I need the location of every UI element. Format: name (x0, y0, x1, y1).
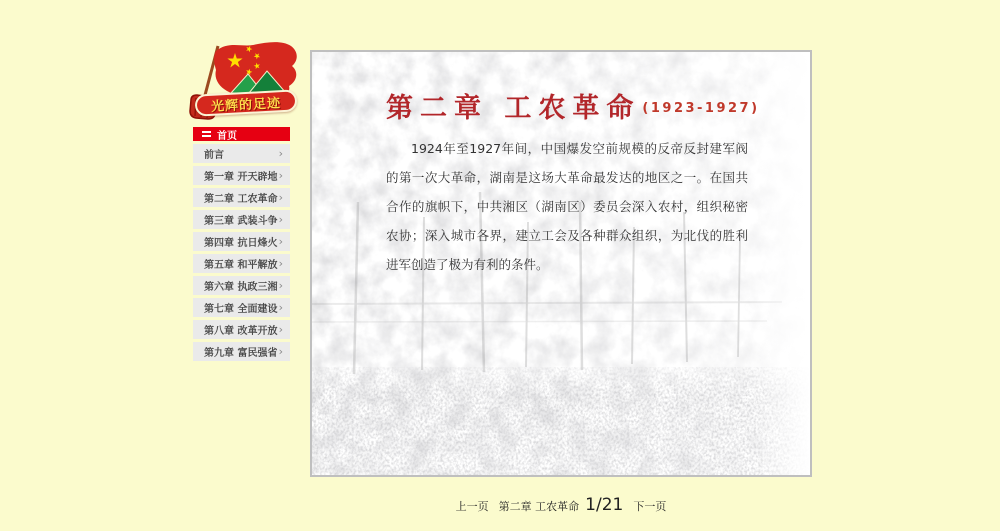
page-indicator: 1/21 (585, 495, 624, 515)
chevron-right-icon: › (278, 235, 283, 248)
sidebar-item-chapter-5[interactable] (193, 254, 290, 273)
chevron-right-icon: › (278, 257, 283, 270)
sidebar-item-label: 第八章 改革开放 (204, 326, 278, 337)
sidebar-item-preface[interactable] (193, 144, 290, 163)
chevron-right-icon: › (278, 345, 283, 358)
sidebar-item-label: 第三章 武装斗争 (204, 216, 278, 227)
chevron-right-icon: › (278, 169, 283, 182)
chevron-right-icon: › (278, 323, 283, 336)
sidebar-item-chapter-2[interactable] (193, 188, 290, 207)
home-label: 首页 (217, 130, 237, 142)
chevron-right-icon: › (278, 279, 283, 292)
page-title (386, 86, 760, 125)
sidebar-item-chapter-4[interactable] (193, 232, 290, 251)
sidebar-item-home[interactable] (193, 127, 290, 141)
sidebar-item-label: 第一章 开天辟地 (204, 172, 278, 183)
content-panel (310, 50, 812, 477)
sidebar-item-label: 前言 (204, 150, 224, 161)
chapter-title-text: 第二章 工农革命 (386, 93, 641, 124)
next-page-link[interactable]: 下一页 (633, 499, 667, 513)
sidebar-item-chapter-9[interactable] (193, 342, 290, 361)
sidebar-item-label: 第七章 全面建设 (204, 304, 278, 315)
sidebar-item-label: 第六章 执政三湘 (204, 282, 278, 293)
logo-banner-text: 光辉的足迹 (210, 95, 282, 115)
chevron-right-icon: › (278, 213, 283, 226)
chevron-right-icon: › (278, 191, 283, 204)
prev-page-link[interactable]: 上一页 (455, 499, 489, 513)
sidebar-item-label: 第五章 和平解放 (204, 260, 278, 271)
sidebar-item-chapter-3[interactable] (193, 210, 290, 229)
sidebar-menu (193, 127, 290, 364)
sidebar-item-label: 第四章 抗日烽火 (204, 238, 278, 249)
chevron-right-icon: › (278, 147, 283, 160)
chapter-years: (1923-1927) (642, 101, 760, 116)
sidebar-item-chapter-6[interactable] (193, 276, 290, 295)
sidebar-item-chapter-7[interactable] (193, 298, 290, 317)
chapter-intro-paragraph: 1924年至1927年间，中国爆发空前规模的反帝反封建军阀的第一次大革命，湖南是这场大革命最发达的地区之一。在国共合作的旗帜下，中共湘区（湖南区）委员会深入农村，组织秘密农协；深入城市各界，建立工会及各种群众组织，为北伐的胜利进军创造了极为有利的条件。 (386, 141, 748, 272)
content-body (312, 52, 810, 475)
sidebar-item-chapter-8[interactable] (193, 320, 290, 339)
sidebar-items (193, 144, 290, 361)
pagination-chapter-label: 第二章 工农革命 (498, 499, 580, 513)
chevron-right-icon: › (278, 301, 283, 314)
sidebar-item-label: 第二章 工农革命 (204, 194, 278, 205)
pagination (310, 497, 812, 514)
site-logo[interactable] (183, 40, 307, 126)
menu-bars-icon (202, 131, 211, 137)
sidebar-item-label: 第九章 富民强省 (204, 348, 278, 359)
sidebar-item-chapter-1[interactable] (193, 166, 290, 185)
